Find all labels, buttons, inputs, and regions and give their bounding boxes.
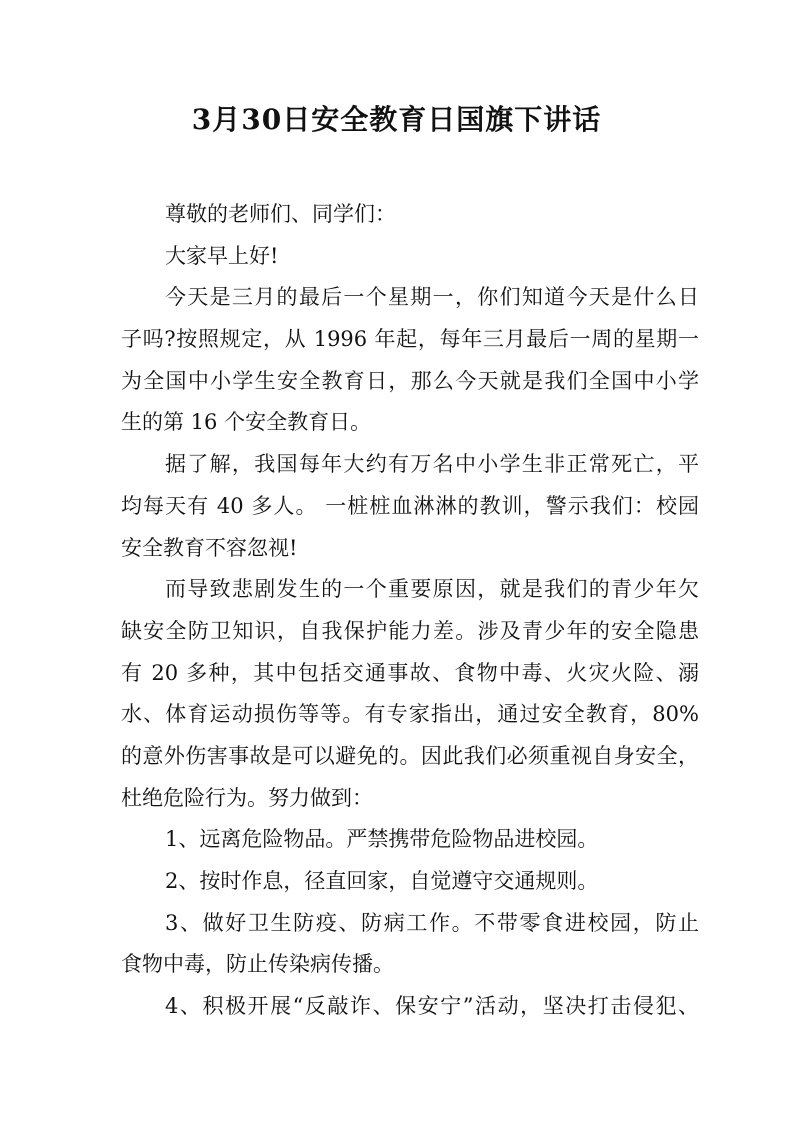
paragraph	[121, 194, 699, 236]
text-line: 2、按时作息，径直回家，自觉遵守交通规则。	[165, 869, 599, 893]
text-line: 均每天有 40 多人。 一桩桩血淋淋的教训，警示我们：校园	[121, 493, 699, 518]
text-line: 为全国中小学生安全教育日，那么今天就是我们全国中小学	[121, 368, 699, 393]
document-title: 3月30日安全教育日国旗下讲话	[191, 103, 602, 136]
paragraph	[121, 444, 699, 569]
text-line: 今天是三月的最后一个星期一，你们知道今天是什么日	[165, 285, 699, 310]
text-line: 生的第 16 个安全教育日。	[121, 410, 372, 435]
text-line: 的意外伤害事故是可以避免的。因此我们必须重视自身安全，	[121, 743, 699, 768]
paragraph	[121, 861, 699, 903]
paragraph	[121, 277, 699, 444]
text-line: 4、积极开展“反敲诈、保安宁”活动，坚决打击侵犯、	[165, 994, 699, 1019]
text-line: 杜绝危险行为。努力做到：	[121, 785, 373, 810]
text-line: 水、体育运动损伤等等。有专家指出，通过安全教育，80%	[121, 702, 699, 727]
document-body	[121, 194, 699, 1028]
text-line: 食物中毒，防止传染病传播。	[121, 952, 394, 977]
paragraph	[121, 903, 699, 986]
text-line: 据了解，我国每年大约有万名中小学生非正常死亡，平	[165, 452, 699, 477]
paragraph	[121, 236, 699, 278]
paragraph	[121, 569, 699, 819]
text-line: 缺安全防卫知识，自我保护能力差。涉及青少年的安全隐患	[121, 618, 699, 643]
text-line: 3、做好卫生防疫、防病工作。不带零食进校园，防止	[165, 910, 699, 935]
text-line: 1、远离危险物品。严禁携带危险物品进校园。	[165, 827, 599, 852]
text-line: 子吗?按照规定，从 1996 年起，每年三月最后一周的星期一	[121, 327, 699, 352]
paragraph	[121, 986, 699, 1028]
text-line: 尊敬的老师们、同学们：	[165, 202, 396, 226]
paragraph	[121, 819, 699, 861]
text-line: 而导致悲剧发生的一个重要原因，就是我们的青少年欠	[165, 577, 699, 602]
text-line: 大家早上好!	[165, 243, 279, 268]
text-line: 安全教育不容忽视!	[121, 535, 298, 560]
text-line: 有 20 多种，其中包括交通事故、食物中毒、火灾火险、溺	[121, 660, 699, 685]
